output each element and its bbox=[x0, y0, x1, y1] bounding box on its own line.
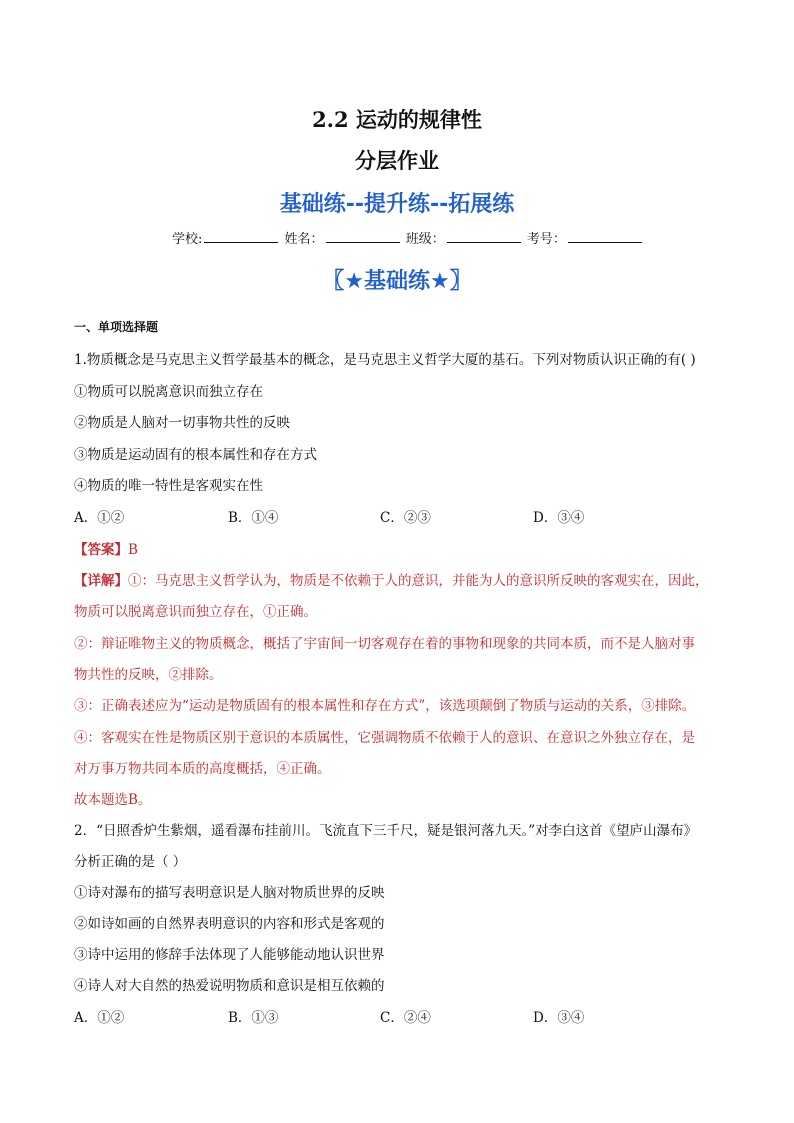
q2-item-1: ①诗对瀑布的描写表明意识是人脑对物质世界的反映 bbox=[74, 885, 385, 901]
detail-tag: 【详解】 bbox=[74, 573, 128, 589]
q1-item-1: ①物质可以脱离意识而独立存在 bbox=[74, 384, 263, 400]
basic-practice-banner: 〖★基础练★〗 bbox=[322, 269, 472, 294]
q1-option-d: D．③④ bbox=[533, 510, 585, 526]
school-label: 学校: bbox=[172, 232, 203, 247]
q1-option-c: C．②③ bbox=[380, 510, 431, 526]
detail-text-1a: ①：马克思主义哲学认为，物质是不依赖于人的意识，并能为人的意识所反映的客观实在，因此， bbox=[128, 573, 709, 589]
class-blank[interactable] bbox=[447, 231, 521, 243]
q2-option-a: A．①② bbox=[74, 1010, 125, 1026]
q1-detail-line-7: 对万事万物共同本质的高度概括，④正确。 bbox=[74, 761, 331, 777]
q2-option-d: D．③④ bbox=[533, 1010, 585, 1026]
page-subtitle: 分层作业 bbox=[355, 148, 439, 173]
exam-no-blank[interactable] bbox=[568, 231, 642, 243]
q2-stem-line-1: 2．“日照香炉生紫烟，遥看瀑布挂前川。飞流直下三千尺，疑是银河落九天。”对李白这首《望庐山瀑布》 bbox=[74, 823, 698, 839]
name-label: 姓名： bbox=[284, 232, 324, 247]
q2-item-2: ②如诗如画的自然界表明意识的内容和形式是客观的 bbox=[74, 916, 385, 932]
page-title: 2.2 运动的规律性 bbox=[312, 107, 482, 132]
q1-detail-line-1 bbox=[74, 569, 709, 589]
q1-detail-line-2: 物质可以脱离意识而独立存在，①正确。 bbox=[74, 604, 317, 620]
q1-detail-line-5: ③：正确表述应为“运动是物质固有的根本属性和存在方式”，该选项颠倒了物质与运动的关系，③排除。 bbox=[74, 698, 696, 714]
q2-option-b: B．①③ bbox=[228, 1010, 279, 1026]
name-blank[interactable] bbox=[326, 231, 400, 243]
answer-value: B bbox=[128, 542, 138, 558]
student-info-line bbox=[172, 228, 644, 247]
q1-answer-line bbox=[74, 538, 138, 558]
q1-option-b: B．①④ bbox=[228, 510, 279, 526]
q2-option-c: C．②④ bbox=[380, 1010, 431, 1026]
q1-item-4: ④物质的唯一特性是客观实在性 bbox=[74, 478, 263, 494]
q2-item-3: ③诗中运用的修辞手法体现了人能够能动地认识世界 bbox=[74, 947, 385, 963]
q1-detail-line-3: ②：辩证唯物主义的物质概念，概括了宇宙间一切客观存在着的事物和现象的共同本质，而不是人脑对事 bbox=[74, 636, 695, 652]
q2-stem-line-2: 分析正确的是（ ） bbox=[74, 854, 187, 870]
q1-option-a: A．①② bbox=[74, 510, 125, 526]
school-blank[interactable] bbox=[204, 231, 278, 243]
answer-tag: 【答案】 bbox=[74, 542, 128, 558]
exam-no-label: 考号： bbox=[526, 232, 566, 247]
q1-detail-line-6: ④：客观实在性是物质区别于意识的本质属性，它强调物质不依赖于人的意识、在意识之外独立存在，是 bbox=[74, 730, 695, 746]
q2-item-4: ④诗人对大自然的热爱说明物质和意识是相互依赖的 bbox=[74, 978, 385, 994]
q1-item-2: ②物质是人脑对一切事物共性的反映 bbox=[74, 415, 290, 431]
class-label: 班级： bbox=[405, 232, 445, 247]
levels-heading: 基础练--提升练--拓展练 bbox=[279, 192, 515, 217]
section-title: 一、单项选择题 bbox=[74, 320, 159, 334]
q1-detail-line-4: 物共性的反映，②排除。 bbox=[74, 667, 223, 683]
q1-stem: 1.物质概念是马克思主义哲学最基本的概念，是马克思主义哲学大厦的基石。下列对物质认识正确的有( ) bbox=[74, 352, 696, 368]
q1-item-3: ③物质是运动固有的根本属性和存在方式 bbox=[74, 447, 317, 463]
q1-conclusion: 故本题选B。 bbox=[74, 792, 152, 808]
